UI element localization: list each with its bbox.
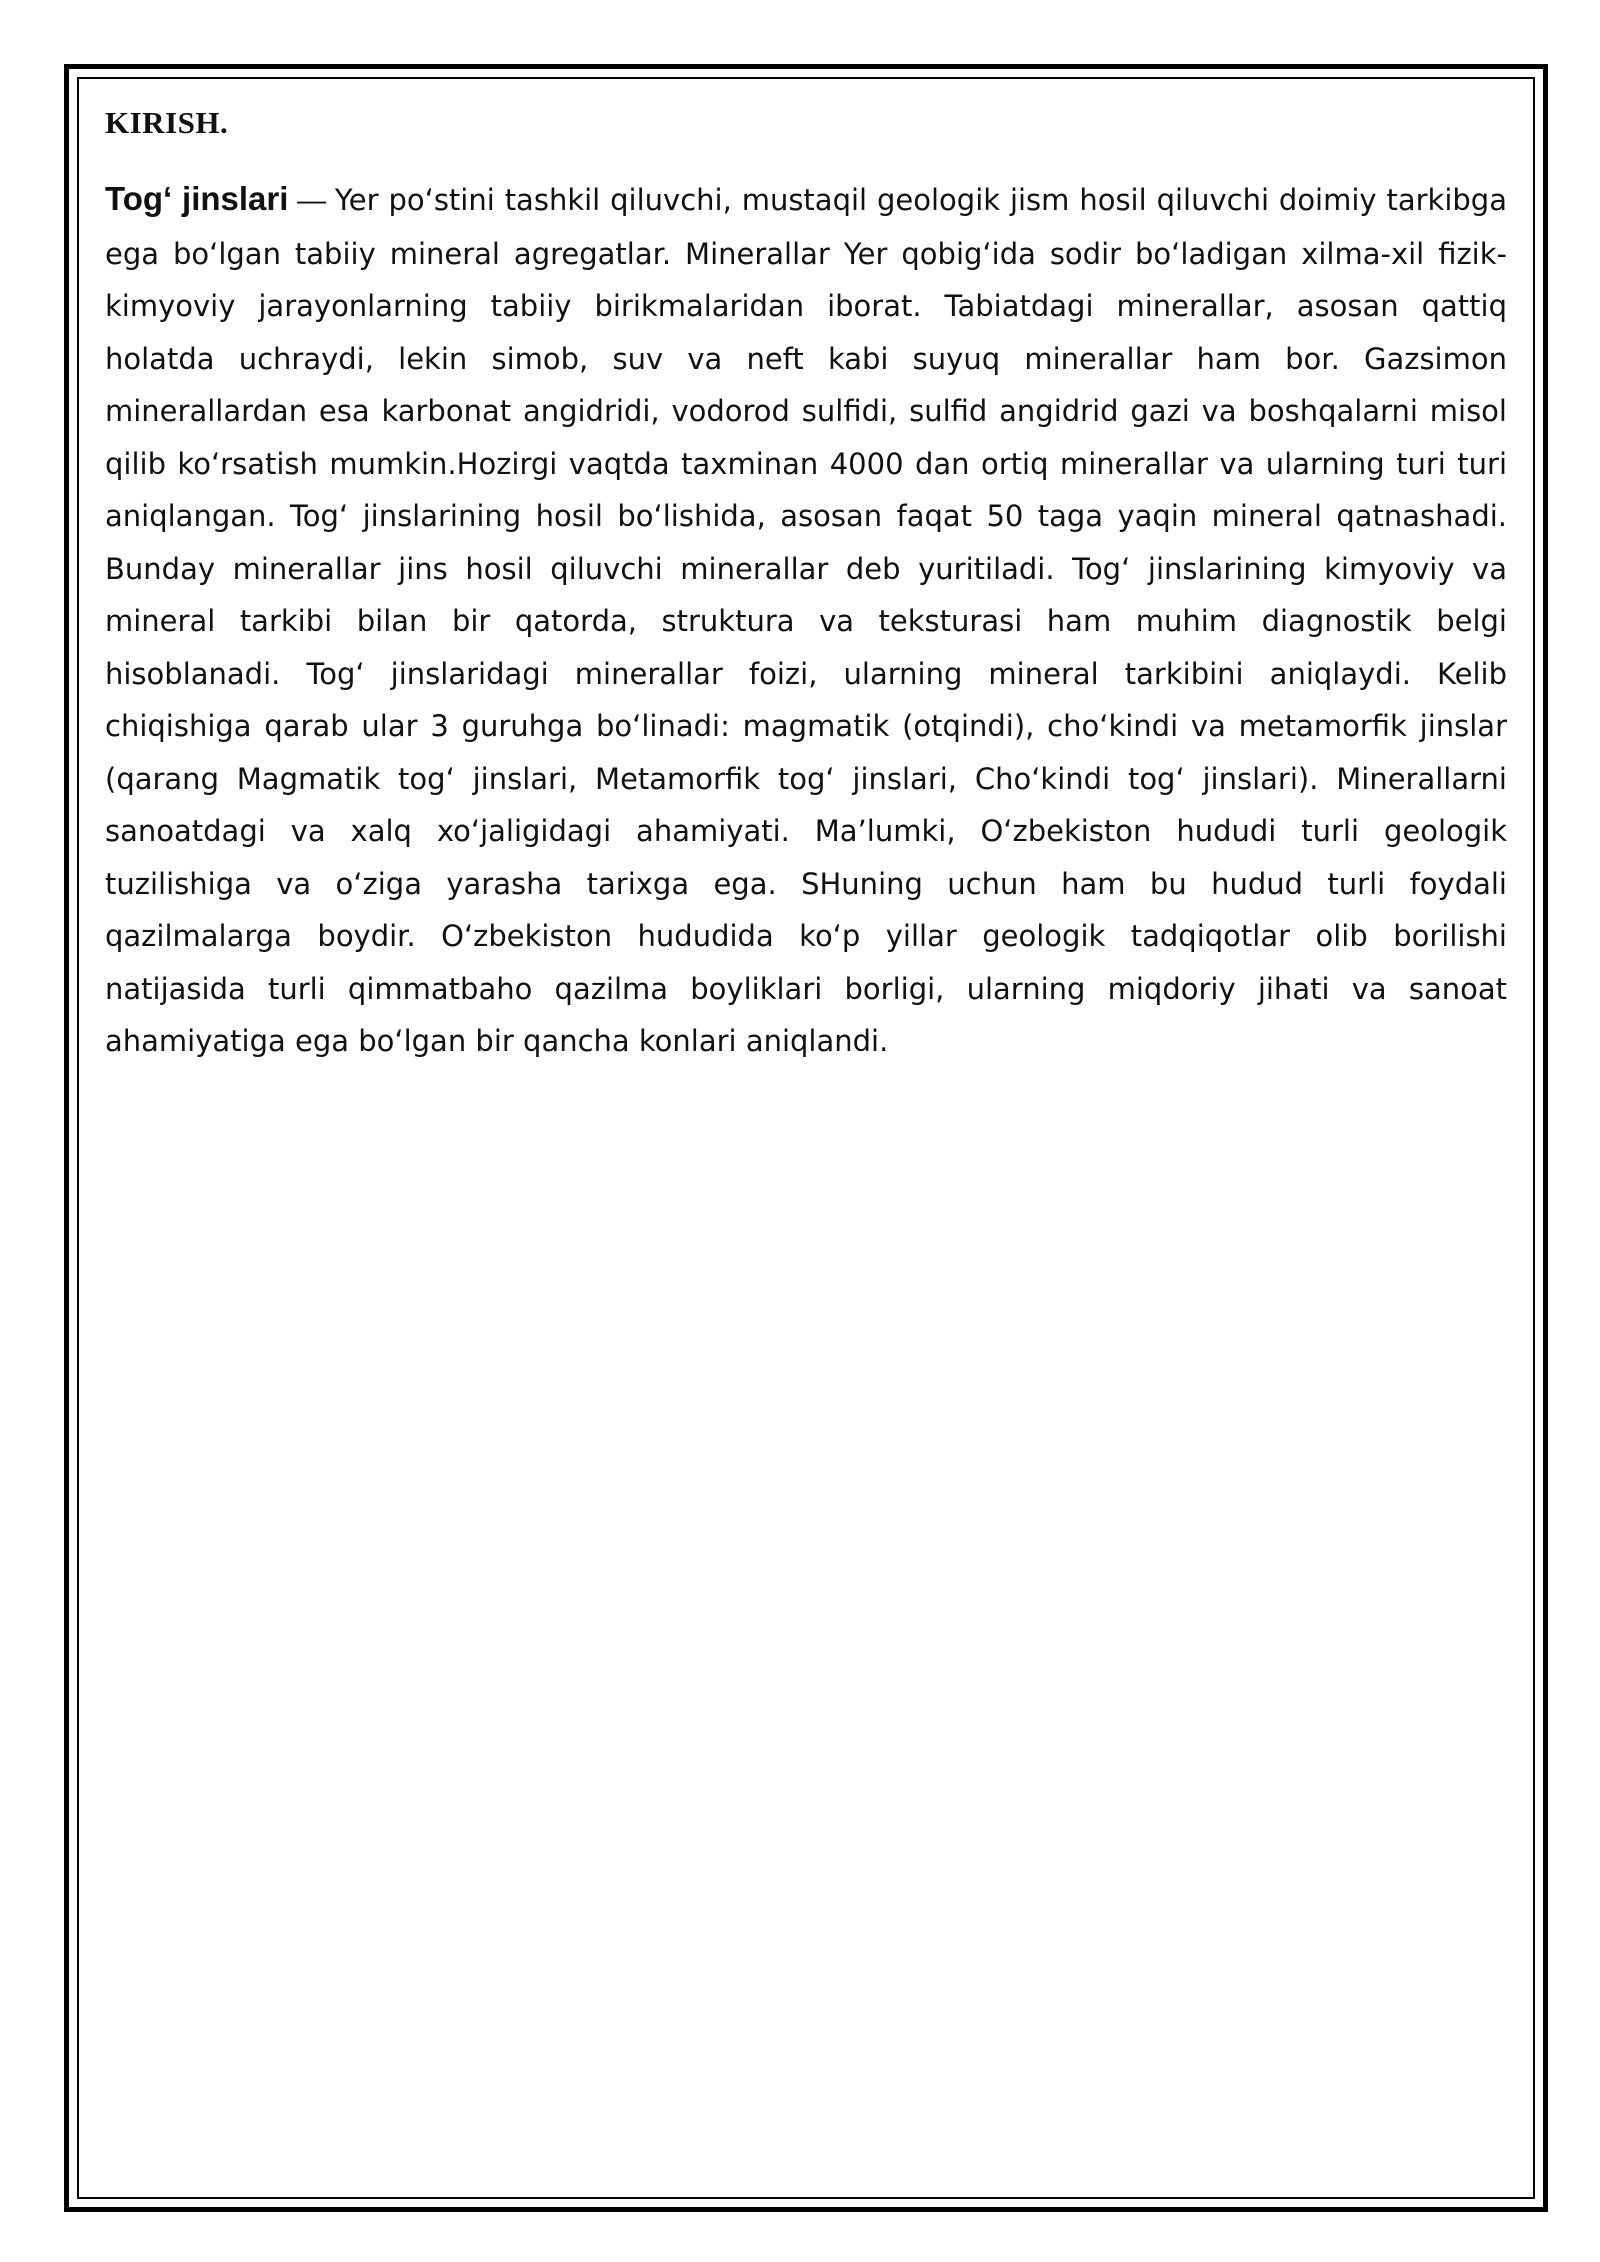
page-border-outer [64, 64, 1548, 2212]
paragraph-text: Yer po‘stini tashkil qiluvchi, mustaqil geologik jism hosil qiluvchi doimiy tarkibga ega bo‘lgan tabiiy mineral agregatlar. Minerallar Yer qobig‘ida sodir bo‘ladigan xilma-xil fizik-kimyoviy jarayonlarning tabiiy birikmalaridan iborat. Tabiatdagi minerallar, asosan qattiq holatda uchraydi, lekin simob, suv va neft kabi suyuq minerallar ham bor. Gazsimon minerallardan esa karbonat angidridi, vodorod sulfidi, sulfid angidrid gazi va boshqalarni misol qilib ko‘rsatish mumkin.Hozirgi vaqtda taxminan 4000 dan ortiq minerallar va ularning turi turi aniqlangan. Tog‘ jinslarining hosil bo‘lishida, asosan faqat 50 taga yaqin mineral qatnashadi. Bunday minerallar jins hosil qiluvchi minerallar deb yuritiladi. Tog‘ jinslarining kimyoviy va mineral tarkibi bilan bir qatorda, struktura va teksturasi ham muhim diagnostik belgi hisoblanadi. Tog‘ jinslaridagi minerallar foizi, ularning mineral tarkibini aniqlaydi. Kelib chiqishiga qarab ular 3 guruhga bo‘linadi: magmatik (otqindi), cho‘kindi va metamorfik jinslar (qarang Magmatik tog‘ jinslari, Metamorfik tog‘ jinslari, Cho‘kindi tog‘ jinslari). Minerallarni sanoatdagi va xalq xo‘jaligidagi ahamiyati. Ma’lumki, O‘zbekiston hududi turli geologik tuzilishiga va o‘ziga yarasha tarixga ega. SHuning uchun ham bu hudud turli foydali qazilmalarga boydir. O‘zbekiston hududida ko‘p yillar geologik tadqiqotlar olib borilishi natijasida turli qimmatbaho qazilma boyliklari borligi, ularning miqdoriy jihati va sanoat ahamiyatiga ega bo‘lgan bir qancha konlari aniqlandi. [105, 183, 1507, 1058]
body-paragraph [105, 173, 1507, 1068]
term-dash: — [288, 185, 335, 217]
page-border-inner [77, 77, 1535, 2199]
document-content [105, 105, 1507, 1068]
section-heading: KIRISH. [105, 105, 229, 140]
lead-term: Tog‘ jinslari [105, 180, 289, 217]
